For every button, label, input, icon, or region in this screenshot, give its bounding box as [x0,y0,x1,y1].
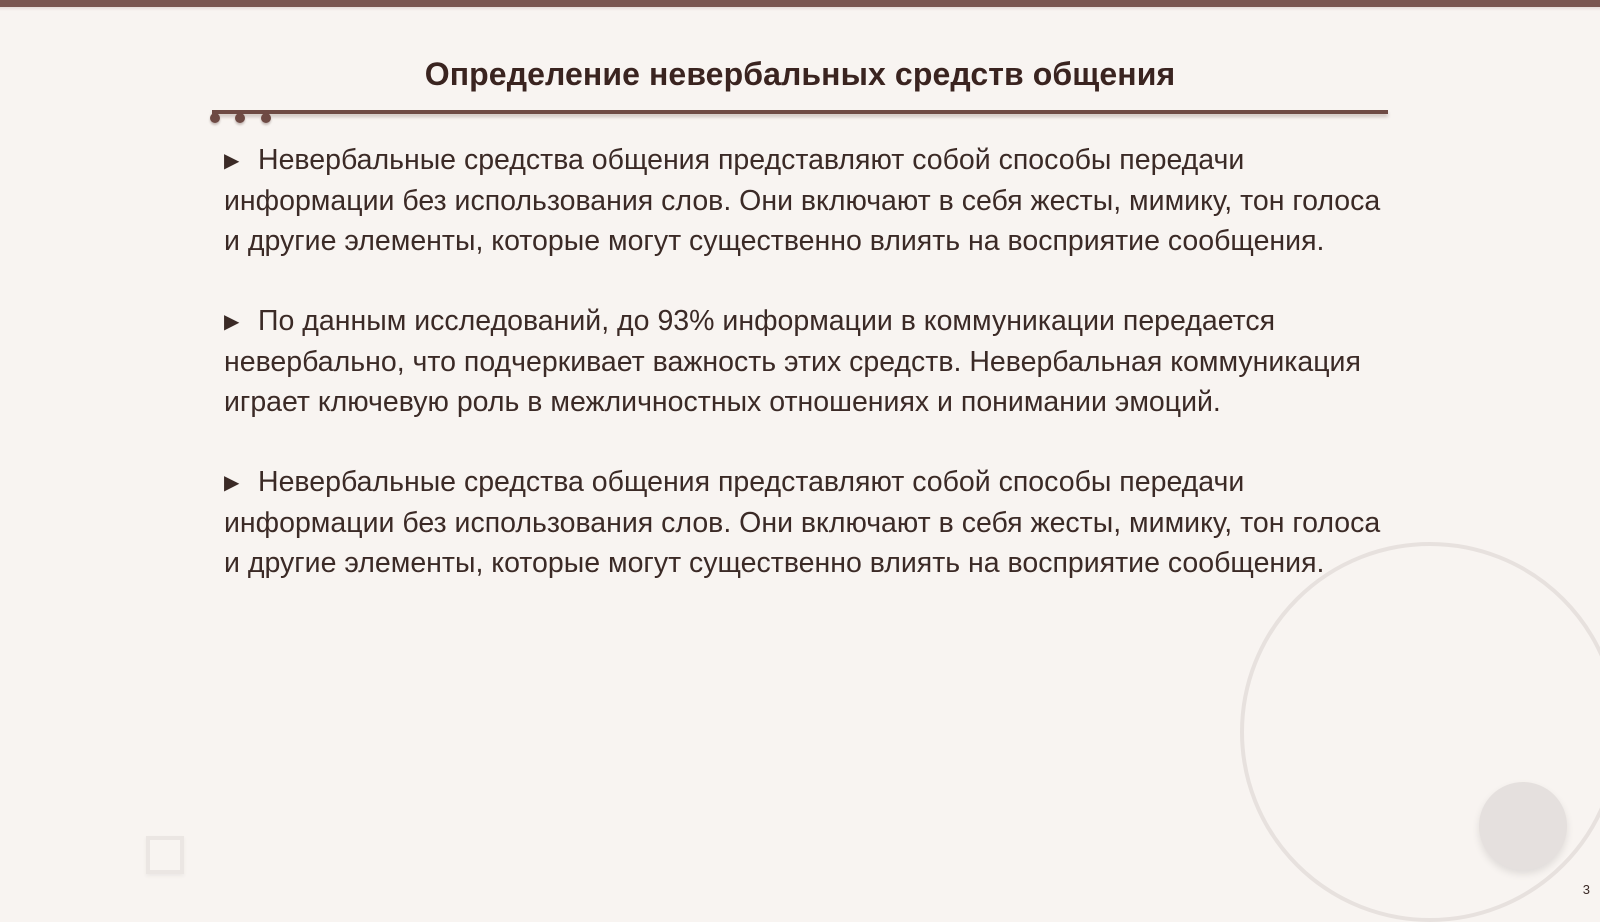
decor-circle-filled [1479,782,1567,870]
triangle-bullet-icon: ▶ [224,311,240,333]
decor-circle-outline [1240,542,1600,922]
slide-title: Определение невербальных средств общения [424,56,1176,92]
bullet-item [224,301,1394,422]
title-underline [212,110,1388,114]
decor-dot [235,113,245,123]
page-number: 3 [1582,882,1590,897]
bullet-text: По данным исследований, до 93% информации в коммуникации передается невербально, что подчеркивает важность этих средств. Невербальная коммуникация играет ключевую роль в межличностных отношениях и понимании эмоций. [224,305,1361,418]
bullet-text: Невербальные средства общения представляют собой способы передачи информации без использования слов. Они включают в себя жесты, мимику, тон голоса и другие элементы, которые могут существенно влиять на восприятие сообщения. [224,466,1381,579]
triangle-bullet-icon: ▶ [224,150,240,172]
bullet-list [224,140,1394,623]
decor-dot [210,113,220,123]
triangle-bullet-icon: ▶ [224,472,240,494]
bullet-text: Невербальные средства общения представляют собой способы передачи информации без использования слов. Они включают в себя жесты, мимику, тон голоса и другие элементы, которые могут существенно влиять на восприятие сообщения. [224,144,1381,257]
decor-dot [261,113,271,123]
top-bar-shadow [0,7,1600,11]
bullet-item [224,140,1394,261]
decor-square-outline [146,836,184,874]
top-accent-bar [0,0,1600,7]
bullet-item [224,462,1394,583]
